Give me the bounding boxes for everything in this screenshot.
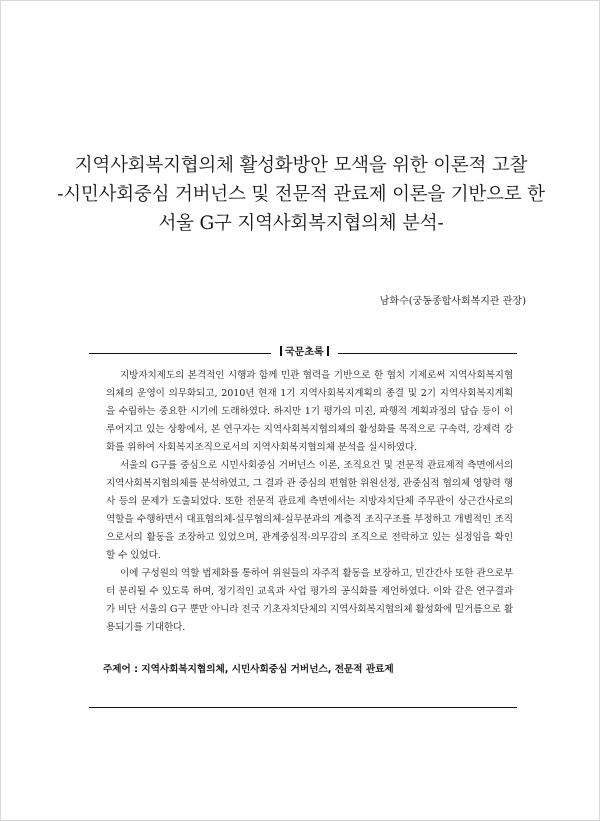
- title-block: [1, 151, 600, 238]
- abstract-label-text: 국문초록: [285, 347, 324, 358]
- title-subtitle-line-2: 서울 G구 지역사회복지협의체 분석-: [158, 213, 444, 234]
- abstract-paragraph-3: 이에 구성원의 역할 법제화를 통하여 위원들의 자주적 활동을 보장하고, 민간간사 또한 관으로부터 분리될 수 있도록 하며, 정기적인 교육과 사업 평가의 공식화를 제언하였다. 이와 같은 연구결과가 비단 서울의 G구 뿐만 아니라 전국 기초자치단체의 지역사회복지협의체 활성화에 밑거름으로 활용되기를 기대한다.: [106, 568, 513, 633]
- keywords: 주제어 : 지역사회복지협의체, 시민사회중심 거버넌스, 전문적 관료제: [103, 664, 394, 675]
- abstract-body: [106, 367, 513, 637]
- title-main: 지역사회복지협의체 활성화방안 모색을 위한 이론적 고찰: [74, 155, 528, 176]
- abstract-bottom-rule: [89, 707, 517, 708]
- abstract-paragraph-2: 서울의 G구를 중심으로 시민사회중심 거버넌스 이론, 조직요건 및 전문적 관료제적 측면에서의 지역사회복지협의체를 분석하였고, 그 결과 관 중심의 편협한 위원선정, 관중심적 협의체 영향력 행사 등의 문제가 도출되었다. 또한 전문적 관료제 측면에서는 지방자치단체 주무관이 상근간사로의 역할을 수행하면서 대표협의체-실무협의체-실무분과의 계층적 조직구조를 부정하고 개별적인 조직으로서의 활동을 조장하고 있었으며, 관계중심적·의무감의 조직으로 전락하고 있는 실정임을 확인할 수 있었다.: [106, 460, 513, 561]
- author-affiliation: 남화수(궁동종합사회복지관 관장): [379, 296, 526, 307]
- label-bar-left: [280, 346, 282, 356]
- label-bar-right: [327, 346, 329, 356]
- title-subtitle-line-1: -시민사회중심 거버넌스 및 전문적 관료제 이론을 기반으로 한: [57, 184, 545, 205]
- abstract-label: [271, 346, 338, 360]
- abstract-paragraph-1: 지방자치제도의 본격적인 시행과 함께 민관 협력을 기반으로 한 협치 기제로써 지역사회복지협의체의 운영이 의무화되고, 2010년 현재 1기 지역사회복지계획의 종결 및 2기 지역사회복지계획을 수립하는 중요한 시기에 도래하였다. 하지만 1기 평가의 미진, 파행적 계획과정의 답습 등이 이루어지고 있는 상황에서, 본 연구자는 지역사회복지협의체의 활성화를 목적으로 구속력, 강제력 강화를 위하여 사회복지조직으로서의 지역사회복지협의체 분석을 실시하였다.: [106, 370, 513, 453]
